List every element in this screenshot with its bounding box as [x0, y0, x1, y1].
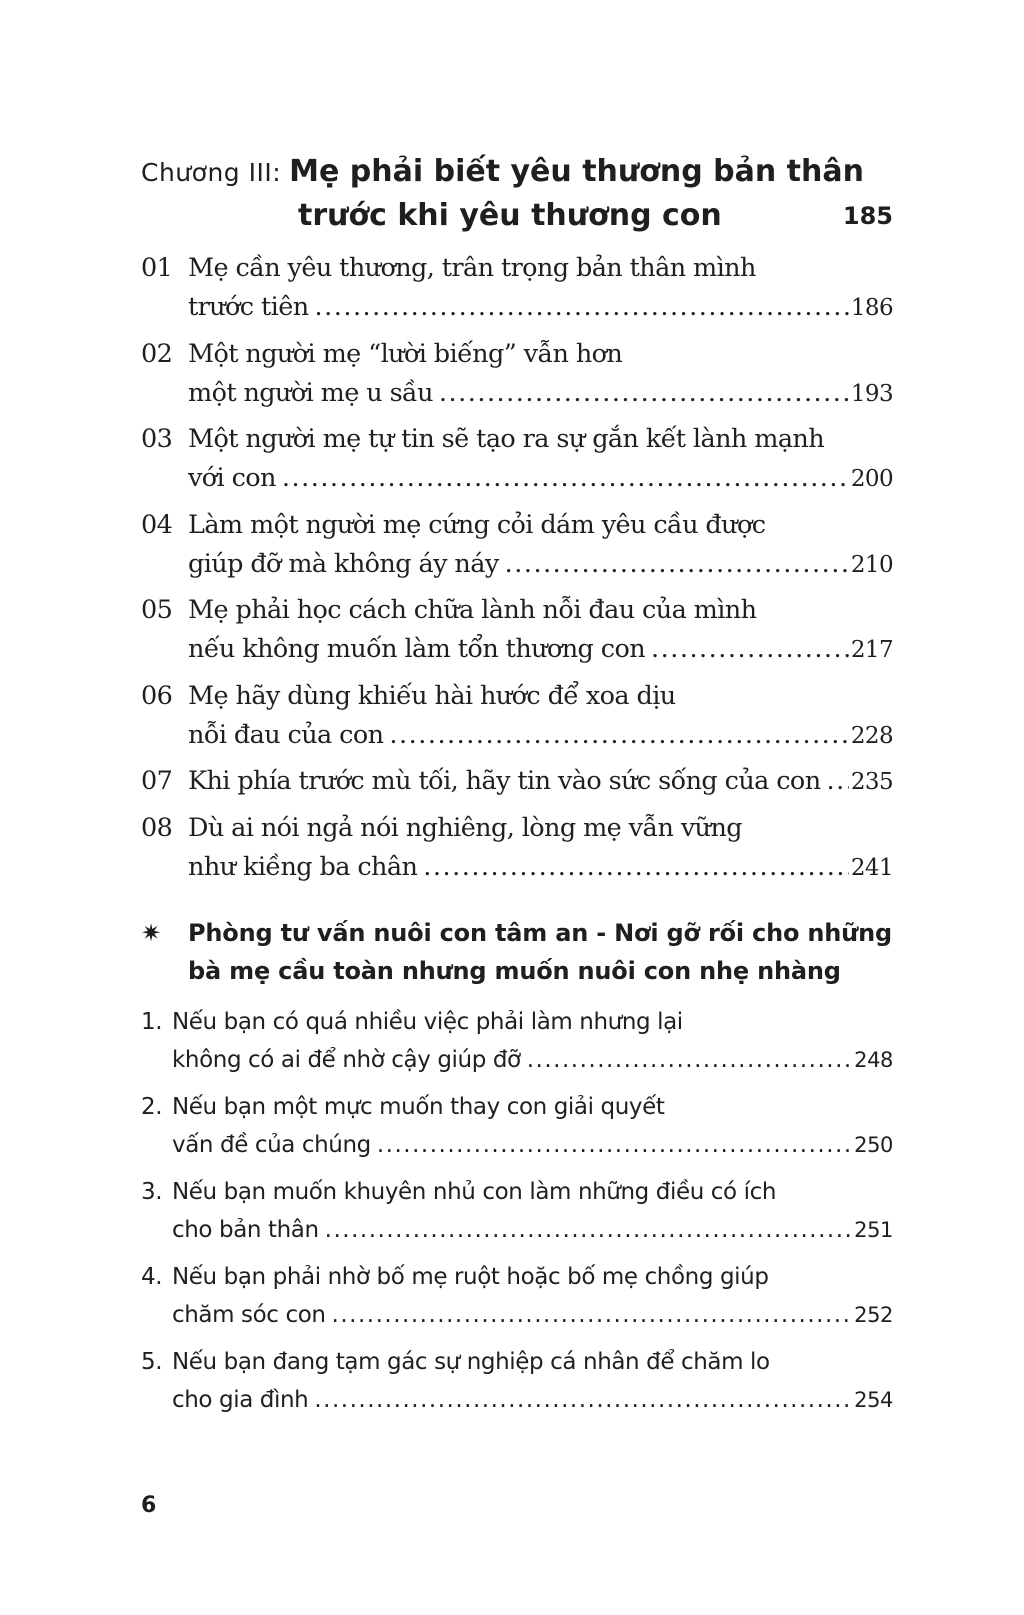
toc-entry-page: 186 — [850, 295, 893, 321]
toc-entry-03[interactable] — [141, 419, 893, 505]
qa-entry-number: 2. — [141, 1094, 163, 1120]
toc-entry-page: 200 — [850, 466, 893, 492]
toc-entry-title-cont: nếu không muốn làm tổn thương con — [188, 634, 646, 664]
dot-leader — [282, 458, 849, 498]
toc-entry-05[interactable] — [141, 590, 893, 676]
qa-entry-title-cont: không có ai để nhờ cậy giúp đỡ — [172, 1047, 521, 1073]
chapter-page-number: 185 — [842, 202, 893, 230]
qa-entry-1[interactable] — [141, 1003, 893, 1088]
section-title-line2: bà mẹ cầu toàn nhưng muốn nuôi con nhẹ nhàng — [188, 957, 841, 985]
dot-leader — [389, 715, 848, 755]
toc-entry-04[interactable] — [141, 505, 893, 591]
toc-entry-number: 01 — [141, 253, 173, 283]
toc-list — [141, 248, 893, 894]
qa-entry-page: 254 — [854, 1388, 893, 1412]
toc-entry-title: Một người mẹ “lười biếng” vẫn hơn — [188, 338, 623, 369]
qa-entry-title: Nếu bạn đang tạm gác sự nghiệp cá nhân để chăm lo — [172, 1349, 770, 1375]
dot-leader — [505, 544, 849, 584]
toc-entry-title: Mẹ hãy dùng khiếu hài hước để xoa dịu — [188, 680, 676, 711]
toc-entry-title-cont: với con — [188, 463, 276, 493]
toc-entry-title: Mẹ phải học cách chữa lành nỗi đau của mình — [188, 595, 757, 625]
qa-entry-number: 1. — [141, 1009, 163, 1035]
chapter-title-line2: trước khi yêu thương con — [298, 198, 722, 233]
toc-entry-title: Một người mẹ tự tin sẽ tạo ra sự gắn kết lành mạnh — [188, 424, 825, 454]
qa-entry-page: 252 — [854, 1303, 893, 1327]
page-number: 6 — [141, 1493, 157, 1518]
dot-leader — [423, 847, 849, 887]
qa-entry-title: Nếu bạn phải nhờ bố mẹ ruột hoặc bố mẹ chồng giúp — [172, 1264, 769, 1290]
qa-entry-title-cont: cho bản thân — [172, 1217, 319, 1243]
toc-entry-number: 02 — [141, 338, 173, 369]
qa-entry-title: Nếu bạn một mực muốn thay con giải quyết — [172, 1094, 665, 1120]
dot-leader — [651, 629, 849, 669]
toc-entry-title-cont: trước tiên — [188, 292, 309, 322]
toc-entry-title: Dù ai nói ngả nói nghiêng, lòng mẹ vẫn vững — [188, 813, 743, 843]
chapter-prefix: Chương III: — [141, 158, 282, 187]
star-bullet-icon: ✷ — [141, 919, 162, 947]
dot-leader — [827, 761, 849, 801]
toc-entry-title: Mẹ cần yêu thương, trân trọng bản thân mình — [188, 253, 756, 283]
toc-entry-02[interactable] — [141, 334, 893, 420]
qa-entry-title-cont: cho gia đình — [172, 1387, 309, 1413]
qa-entry-page: 251 — [854, 1218, 893, 1242]
toc-entry-page: 193 — [850, 380, 893, 407]
toc-entry-01[interactable] — [141, 248, 893, 334]
qa-entry-number: 3. — [141, 1179, 163, 1205]
chapter-heading — [141, 150, 893, 238]
qa-entry-number: 5. — [141, 1349, 163, 1375]
toc-entry-title: Khi phía trước mù tối, hãy tin vào sức sống của con — [188, 766, 821, 796]
dot-leader — [325, 1211, 852, 1249]
toc-entry-title-cont: nỗi đau của con — [188, 719, 384, 750]
qa-list — [141, 1003, 893, 1428]
dot-leader — [332, 1296, 853, 1334]
dot-leader — [439, 373, 849, 413]
chapter-title-line1: Mẹ phải biết yêu thương bản thân — [289, 154, 864, 189]
qa-entry-title: Nếu bạn muốn khuyên nhủ con làm những điều có ích — [172, 1179, 777, 1205]
toc-entry-06[interactable] — [141, 676, 893, 762]
dot-leader — [314, 1381, 852, 1419]
qa-entry-2[interactable] — [141, 1088, 893, 1173]
qa-entry-5[interactable] — [141, 1343, 893, 1428]
toc-entry-page: 228 — [850, 722, 893, 749]
qa-entry-page: 248 — [854, 1048, 893, 1072]
toc-entry-title-cont: như kiềng ba chân — [188, 852, 418, 882]
dot-leader — [527, 1041, 852, 1079]
qa-entry-title-cont: chăm sóc con — [172, 1302, 326, 1328]
dot-leader — [315, 287, 849, 327]
toc-entry-08[interactable] — [141, 808, 893, 894]
toc-entry-07[interactable] — [141, 761, 893, 808]
qa-entry-title: Nếu bạn có quá nhiều việc phải làm nhưng lại — [172, 1009, 683, 1035]
dot-leader — [377, 1126, 852, 1164]
toc-entry-title-cont: giúp đỡ mà không áy náy — [188, 548, 499, 579]
toc-entry-title-cont: một người mẹ u sầu — [188, 377, 433, 408]
qa-entry-number: 4. — [141, 1264, 163, 1290]
toc-entry-number: 04 — [141, 509, 173, 540]
toc-entry-number: 08 — [141, 813, 173, 843]
toc-entry-page: 210 — [850, 551, 893, 578]
qa-entry-title-cont: vấn đề của chúng — [172, 1132, 371, 1158]
toc-entry-title: Làm một người mẹ cứng cỏi dám yêu cầu được — [188, 509, 766, 540]
toc-entry-number: 05 — [141, 595, 173, 625]
toc-entry-page: 235 — [850, 769, 893, 795]
toc-entry-number: 07 — [141, 766, 173, 796]
qa-entry-page: 250 — [854, 1133, 893, 1157]
section-title-line1: Phòng tư vấn nuôi con tâm an - Nơi gỡ rối cho những — [188, 919, 892, 947]
toc-entry-number: 03 — [141, 424, 173, 454]
toc-entry-number: 06 — [141, 680, 173, 711]
qa-entry-3[interactable] — [141, 1173, 893, 1258]
qa-entry-4[interactable] — [141, 1258, 893, 1343]
toc-entry-page: 217 — [850, 637, 893, 663]
toc-entry-page: 241 — [850, 855, 893, 881]
